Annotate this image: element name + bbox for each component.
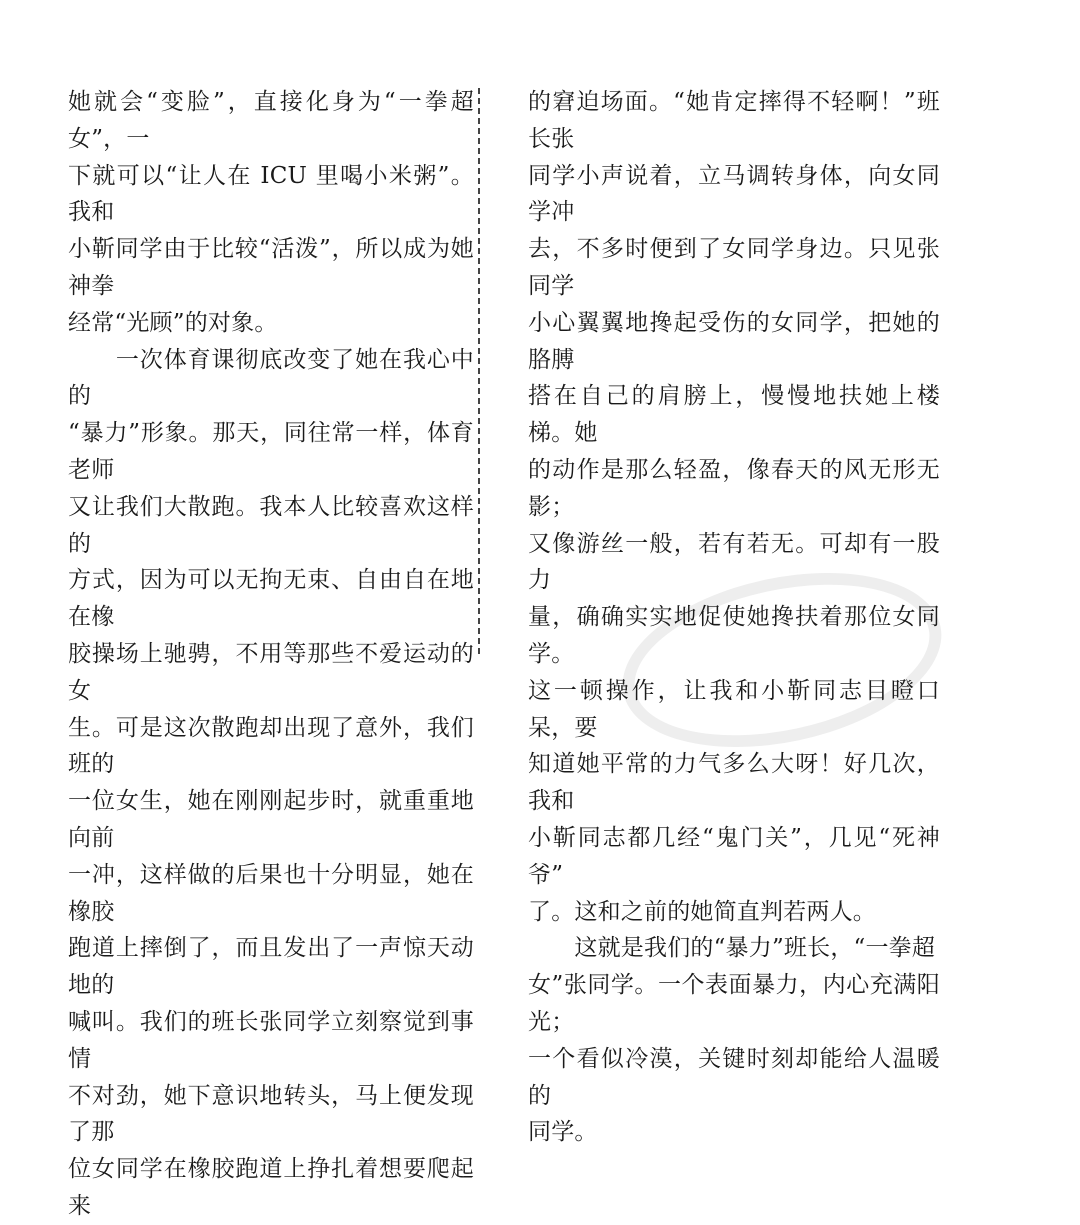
paragraph: 她就会“变脸”，直接化身为“一拳超女”，一 下就可以“让人在 ICU 里喝小米粥”。我和 小靳同学由于比较“活泼”，所以成为她神拳 经常“光顾”的对象。: [68, 89, 474, 336]
paragraph: 的窘迫场面。“她肯定摔得不轻啊！”班长张 同学小声说着，立马调转身体，向女同学冲 去，不多时便到了女同学身边。只见张同学 小心翼翼地搀起受伤的女同学，把她的胳膊 搭在自己的肩膀上，慢慢地扶她上楼梯。她 的动作是那么轻盈，像春天的风无形无影； 又像游丝一般，若有若无。可却有一股力 量，确确实实地促使她搀扶着那位女同学。 这一顿操作，让我和小靳同志目瞪口呆，要 知道她平常的力气多么大呀！好几次，我和 小靳同志都几经“鬼门关”，几见“死神爷” 了。这和之前的她简直判若两人。: [528, 89, 940, 925]
right-column: [528, 84, 940, 1151]
left-column: [68, 84, 474, 1225]
column-divider: [478, 88, 480, 654]
paragraph: 这就是我们的“暴力”班长，“一拳超 女”张同学。一个表面暴力，内心充满阳光； 一个看似冷漠，关键时刻却能给人温暖的 同学。: [528, 935, 940, 1146]
paragraph: 一次体育课彻底改变了她在我心中的 “暴力”形象。那天，同往常一样，体育老师 又让我们大散跑。我本人比较喜欢这样的 方式，因为可以无拘无束、自由自在地在橡 胶操场上驰骋，不用等那些不爱运动的女 生。可是这次散跑却出现了意外，我们班的 一位女生，她在刚刚起步时，就重重地向前 一冲，这样做的后果也十分明显，她在橡胶 跑道上摔倒了，而且发出了一声惊天动地的 喊叫。我们的班长张同学立刻察觉到事情 不对劲，她下意识地转头，马上便发现了那 位女同学在橡胶跑道上挣扎着想要爬起来: [68, 346, 474, 1219]
